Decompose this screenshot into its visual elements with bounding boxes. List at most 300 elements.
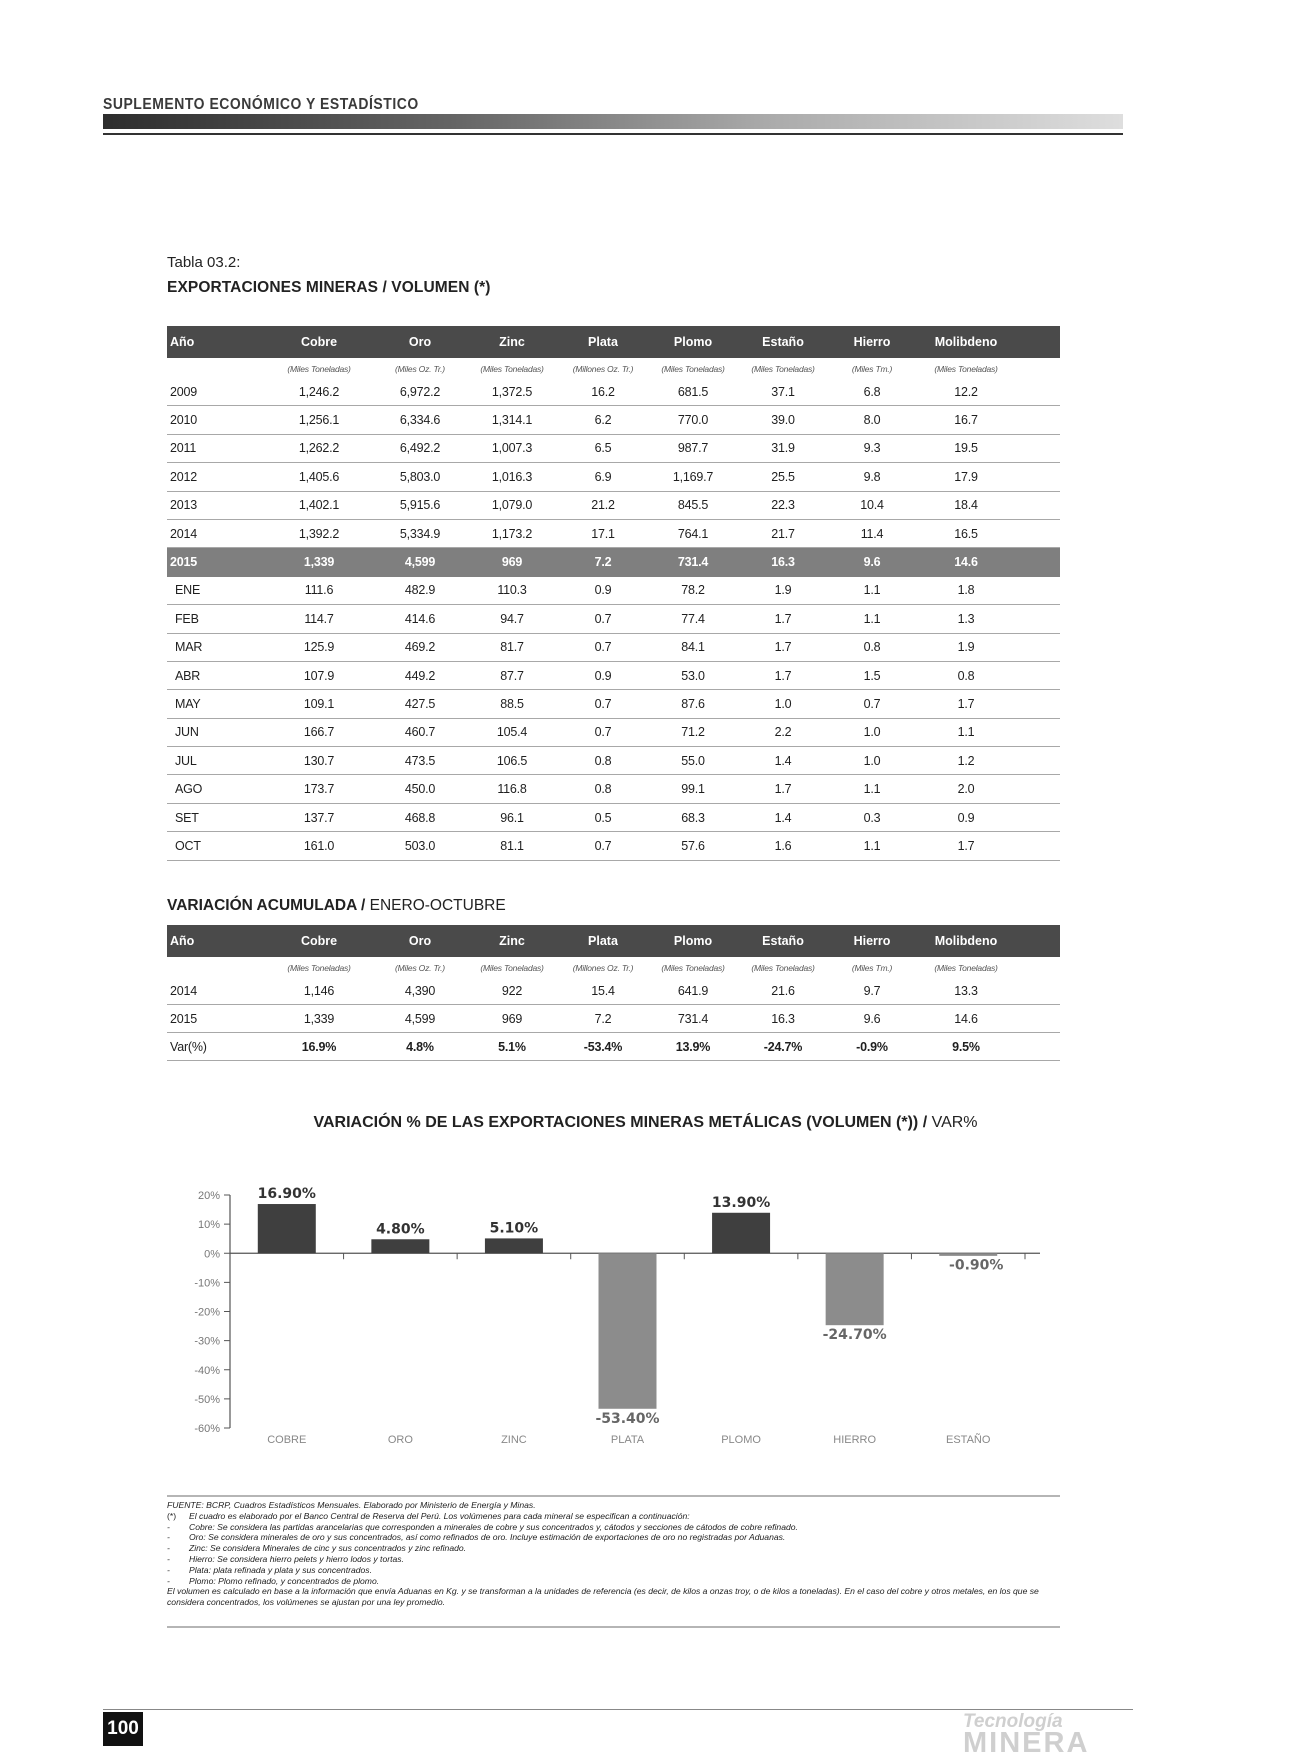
table-row xyxy=(167,605,1060,633)
table-cell: 25.5 xyxy=(738,463,828,491)
brand-logo-top: Tecnología xyxy=(963,1711,1063,1732)
table-row xyxy=(167,775,1060,803)
header-rule xyxy=(103,133,1123,135)
row-label: ENE xyxy=(167,576,264,604)
row-filler xyxy=(1016,1005,1060,1033)
bar-zinc xyxy=(485,1238,543,1253)
row-label: MAR xyxy=(167,633,264,661)
table-cell: 16.3 xyxy=(738,1005,828,1033)
footnote-item-text: Cobre: Se considera las partidas arancelarias que corresponden a minerales de cobre y sus concentrados y, cátodos y secciones de cátodos de cobre refinado. xyxy=(189,1521,798,1532)
footnote-dash: - xyxy=(167,1575,170,1586)
table-cell: 1,372.5 xyxy=(466,378,558,406)
table-cell: 125.9 xyxy=(264,633,374,661)
table-cell: 1.4 xyxy=(738,803,828,831)
row-label: 2010 xyxy=(167,406,264,434)
table-cell: 731.4 xyxy=(648,548,738,576)
row-label: 2014 xyxy=(167,977,264,1005)
table-cell: 161.0 xyxy=(264,832,374,860)
bar-estaño xyxy=(939,1253,997,1256)
table-cell: 449.2 xyxy=(374,661,466,689)
bar-plata xyxy=(599,1253,657,1409)
footnote-note xyxy=(167,1511,1060,1522)
row-label: 2009 xyxy=(167,378,264,406)
table-row xyxy=(167,977,1060,1005)
row-label: JUN xyxy=(167,718,264,746)
table-cell: 1,256.1 xyxy=(264,406,374,434)
table-cell: 468.8 xyxy=(374,803,466,831)
table-cell: 173.7 xyxy=(264,775,374,803)
table-row xyxy=(167,491,1060,519)
footnote-item xyxy=(167,1522,1060,1533)
footnote-item-text: Plomo: Plomo refinado, y concentrados de plomo. xyxy=(189,1575,380,1586)
table-cell: 482.9 xyxy=(374,576,466,604)
x-category-label: ZINC xyxy=(501,1434,527,1446)
table-cell: -24.7% xyxy=(738,1033,828,1061)
table-cell: 1,402.1 xyxy=(264,491,374,519)
table-cell: 105.4 xyxy=(466,718,558,746)
table-label: Tabla 03.2: xyxy=(167,254,241,271)
table-cell: 1.7 xyxy=(916,832,1016,860)
row-filler xyxy=(1016,661,1060,689)
row-filler xyxy=(1016,463,1060,491)
table-cell: 106.5 xyxy=(466,747,558,775)
y-tick-label: -50% xyxy=(194,1393,220,1406)
table-cell: 1,339 xyxy=(264,1005,374,1033)
column-header: Plomo xyxy=(648,326,738,358)
footnote-source: FUENTE: BCRP, Cuadros Estadísticos Mensuales. Elaborado por Ministerio de Energía y Minas. xyxy=(167,1500,536,1510)
table-row xyxy=(167,747,1060,775)
table-cell: 1,405.6 xyxy=(264,463,374,491)
table-cell: 6.2 xyxy=(558,406,648,434)
x-category-label: HIERRO xyxy=(833,1434,877,1446)
table-cell: 9.6 xyxy=(828,1005,916,1033)
bar-plomo xyxy=(712,1213,770,1253)
table-cell: 1.2 xyxy=(916,747,1016,775)
row-filler xyxy=(1016,491,1060,519)
row-label: OCT xyxy=(167,832,264,860)
row-filler xyxy=(1016,832,1060,860)
table-cell: 53.0 xyxy=(648,661,738,689)
footnote-dash: - xyxy=(167,1543,170,1554)
header-gradient-bar xyxy=(103,114,1123,129)
table-cell: 4,390 xyxy=(374,977,466,1005)
table-cell: 469.2 xyxy=(374,633,466,661)
column-header: Estaño xyxy=(738,925,828,957)
table-cell: 1,016.3 xyxy=(466,463,558,491)
table-cell: 681.5 xyxy=(648,378,738,406)
table-cell: 770.0 xyxy=(648,406,738,434)
footnote-item xyxy=(167,1565,1060,1576)
table-header-row xyxy=(167,925,1060,957)
column-header: Zinc xyxy=(466,925,558,957)
table-cell: 0.7 xyxy=(558,605,648,633)
footnote-item xyxy=(167,1532,1060,1543)
table-cell: 16.9% xyxy=(264,1033,374,1061)
data-label: 13.90% xyxy=(711,1194,771,1211)
y-tick-label: -10% xyxy=(194,1277,220,1290)
table-cell: 0.7 xyxy=(558,690,648,718)
table-cell: 13.3 xyxy=(916,977,1016,1005)
data-label: -24.70% xyxy=(822,1327,887,1344)
table-body xyxy=(167,378,1060,860)
table-cell: 0.3 xyxy=(828,803,916,831)
table-cell: 1.0 xyxy=(738,690,828,718)
table-cell: 1.5 xyxy=(828,661,916,689)
brand-logo xyxy=(963,1712,1089,1758)
table-row xyxy=(167,378,1060,406)
footnote-item xyxy=(167,1576,1060,1587)
footnote-item-text: Oro: Se considera minerales de oro y sus concentrados, así como refinados de oro. Incluye estimación de exportaciones de oro no registradas por Aduanas. xyxy=(189,1532,786,1543)
footnote-mark: (*) xyxy=(167,1510,177,1521)
table-cell: 21.7 xyxy=(738,519,828,547)
row-filler xyxy=(1016,378,1060,406)
table-cell: 0.9 xyxy=(916,803,1016,831)
table-row xyxy=(167,803,1060,831)
variation-title-bold: VARIACIÓN ACUMULADA / xyxy=(167,897,370,914)
table-cell: 78.2 xyxy=(648,576,738,604)
chart-title xyxy=(0,1114,1291,1132)
column-header: Molibdeno xyxy=(916,925,1016,957)
row-filler xyxy=(1016,1033,1060,1061)
table-cell: 0.8 xyxy=(558,775,648,803)
row-label: 2011 xyxy=(167,434,264,462)
table-cell: 460.7 xyxy=(374,718,466,746)
column-unit: (Miles Tm.) xyxy=(851,364,893,374)
table-cell: 1.9 xyxy=(916,633,1016,661)
table-cell: -53.4% xyxy=(558,1033,648,1061)
y-tick-label: -60% xyxy=(194,1423,220,1435)
table-cell: 1.1 xyxy=(828,832,916,860)
table-row xyxy=(167,633,1060,661)
table-cell: 0.7 xyxy=(828,690,916,718)
table-cell: -0.9% xyxy=(828,1033,916,1061)
row-filler xyxy=(1016,775,1060,803)
footnote-note-text: El cuadro es elaborado por el Banco Central de Reserva del Perú. Los volúmenes para cada mineral se especifican a continuación: xyxy=(189,1510,690,1521)
row-filler xyxy=(1016,605,1060,633)
footnote-item xyxy=(167,1543,1060,1554)
table-cell: 81.7 xyxy=(466,633,558,661)
table-cell: 21.6 xyxy=(738,977,828,1005)
row-label: FEB xyxy=(167,605,264,633)
row-label: 2014 xyxy=(167,519,264,547)
column-header: Plomo xyxy=(648,925,738,957)
row-filler xyxy=(1016,576,1060,604)
table-cell: 5.1% xyxy=(466,1033,558,1061)
column-unit: (Millones Oz. Tr.) xyxy=(572,963,634,973)
row-filler xyxy=(1016,434,1060,462)
table-cell: 110.3 xyxy=(466,576,558,604)
table-cell: 116.8 xyxy=(466,775,558,803)
x-category-label: PLATA xyxy=(610,1434,645,1446)
table-cell: 111.6 xyxy=(264,576,374,604)
y-tick-label: 10% xyxy=(197,1219,220,1232)
column-unit: (Miles Toneladas) xyxy=(934,963,998,973)
table-cell: 1,079.0 xyxy=(466,491,558,519)
column-unit: (Miles Toneladas) xyxy=(661,364,725,374)
table-cell: 450.0 xyxy=(374,775,466,803)
table-cell: 473.5 xyxy=(374,747,466,775)
table-cell: 7.2 xyxy=(558,548,648,576)
data-label: -53.40% xyxy=(595,1410,660,1427)
table-cell: 987.7 xyxy=(648,434,738,462)
column-header: Molibdeno xyxy=(916,326,1016,358)
table-units-row xyxy=(167,957,1060,977)
table-cell: 88.5 xyxy=(466,690,558,718)
table-row xyxy=(167,519,1060,547)
footnote-item xyxy=(167,1554,1060,1565)
header-filler xyxy=(1016,326,1060,358)
table-cell: 1,146 xyxy=(264,977,374,1005)
table-row xyxy=(167,576,1060,604)
table-cell: 969 xyxy=(466,548,558,576)
table-cell: 6.5 xyxy=(558,434,648,462)
table-cell: 2.2 xyxy=(738,718,828,746)
y-tick-label: -40% xyxy=(194,1364,220,1377)
row-filler xyxy=(1016,977,1060,1005)
row-label: 2012 xyxy=(167,463,264,491)
table-cell: 503.0 xyxy=(374,832,466,860)
footnote-item-text: Hierro: Se considera hierro pelets y hierro lodos y tortas. xyxy=(189,1553,404,1564)
table-row xyxy=(167,1005,1060,1033)
table-cell: 15.4 xyxy=(558,977,648,1005)
table-row xyxy=(167,661,1060,689)
units-filler xyxy=(1016,358,1060,378)
table-cell: 1.8 xyxy=(916,576,1016,604)
footnote-dash: - xyxy=(167,1564,170,1575)
column-header: Hierro xyxy=(828,925,916,957)
row-label: JUL xyxy=(167,747,264,775)
column-header: Oro xyxy=(374,925,466,957)
table-cell: 55.0 xyxy=(648,747,738,775)
table-body xyxy=(167,977,1060,1061)
table-row xyxy=(167,548,1060,576)
table-cell: 1,173.2 xyxy=(466,519,558,547)
table-row xyxy=(167,434,1060,462)
table-cell: 1.1 xyxy=(916,718,1016,746)
bar-hierro xyxy=(826,1253,884,1325)
table-units-row xyxy=(167,358,1060,378)
table-cell: 99.1 xyxy=(648,775,738,803)
table-cell: 109.1 xyxy=(264,690,374,718)
table-cell: 71.2 xyxy=(648,718,738,746)
row-filler xyxy=(1016,633,1060,661)
row-label: SET xyxy=(167,803,264,831)
table-cell: 1,007.3 xyxy=(466,434,558,462)
x-category-label: ESTAÑO xyxy=(946,1434,991,1446)
data-label: 5.10% xyxy=(489,1220,539,1237)
table-cell: 5,803.0 xyxy=(374,463,466,491)
table-cell: 4,599 xyxy=(374,1005,466,1033)
column-unit: (Miles Toneladas) xyxy=(661,963,725,973)
table-cell: 0.7 xyxy=(558,832,648,860)
table-cell: 18.4 xyxy=(916,491,1016,519)
table-row xyxy=(167,1033,1060,1061)
column-header: Año xyxy=(167,925,264,957)
table-cell: 16.7 xyxy=(916,406,1016,434)
column-header: Zinc xyxy=(466,326,558,358)
row-label: ABR xyxy=(167,661,264,689)
column-header: Oro xyxy=(374,326,466,358)
table-cell: 1,339 xyxy=(264,548,374,576)
footer-rule xyxy=(103,1709,1133,1710)
table-cell: 19.5 xyxy=(916,434,1016,462)
table-cell: 8.0 xyxy=(828,406,916,434)
column-header: Estaño xyxy=(738,326,828,358)
row-filler xyxy=(1016,519,1060,547)
column-header: Año xyxy=(167,326,264,358)
x-category-label: COBRE xyxy=(267,1434,307,1446)
table-cell: 414.6 xyxy=(374,605,466,633)
column-header: Plata xyxy=(558,925,648,957)
table-cell: 845.5 xyxy=(648,491,738,519)
column-unit: (Miles Toneladas) xyxy=(751,364,815,374)
row-filler xyxy=(1016,406,1060,434)
row-filler xyxy=(1016,718,1060,746)
footnote-top-rule xyxy=(167,1495,1060,1497)
table-cell: 969 xyxy=(466,1005,558,1033)
column-unit: (Millones Oz. Tr.) xyxy=(572,364,634,374)
footnote-dash: - xyxy=(167,1532,170,1543)
table-row xyxy=(167,690,1060,718)
table-cell: 641.9 xyxy=(648,977,738,1005)
y-tick-label: 20% xyxy=(197,1190,220,1202)
table-cell: 0.7 xyxy=(558,718,648,746)
table-cell: 96.1 xyxy=(466,803,558,831)
table-cell: 21.2 xyxy=(558,491,648,519)
table-cell: 9.5% xyxy=(916,1033,1016,1061)
table-cell: 9.6 xyxy=(828,548,916,576)
row-label: Var(%) xyxy=(167,1033,264,1061)
supplement-title: SUPLEMENTO ECONÓMICO Y ESTADÍSTICO xyxy=(103,96,419,113)
column-unit: (Miles Toneladas) xyxy=(287,963,351,973)
table-cell: 1,169.7 xyxy=(648,463,738,491)
table-cell: 0.8 xyxy=(828,633,916,661)
table-cell: 5,334.9 xyxy=(374,519,466,547)
table-cell: 9.3 xyxy=(828,434,916,462)
table-cell: 1.3 xyxy=(916,605,1016,633)
table-cell: 68.3 xyxy=(648,803,738,831)
table-cell: 16.2 xyxy=(558,378,648,406)
row-label: 2015 xyxy=(167,1005,264,1033)
footnote-items xyxy=(167,1522,1060,1587)
table-cell: 1,246.2 xyxy=(264,378,374,406)
footnote-item-text: Plata: plata refinada y plata y sus concentrados. xyxy=(189,1564,372,1575)
table-cell: 1.0 xyxy=(828,747,916,775)
table-row xyxy=(167,463,1060,491)
table-cell: 0.5 xyxy=(558,803,648,831)
table-cell: 0.7 xyxy=(558,633,648,661)
table-row xyxy=(167,718,1060,746)
variation-bar-chart xyxy=(160,1180,1040,1450)
row-filler xyxy=(1016,747,1060,775)
units-filler xyxy=(1016,957,1060,977)
table-cell: 6.8 xyxy=(828,378,916,406)
x-category-label: PLOMO xyxy=(721,1434,761,1446)
chart-title-bold: VARIACIÓN % DE LAS EXPORTACIONES MINERAS METÁLICAS (VOLUMEN (*)) / xyxy=(313,1114,932,1131)
row-filler xyxy=(1016,548,1060,576)
table-cell: 1,392.2 xyxy=(264,519,374,547)
table-cell: 6,972.2 xyxy=(374,378,466,406)
row-label: 2015 xyxy=(167,548,264,576)
table-cell: 17.9 xyxy=(916,463,1016,491)
table-cell: 0.8 xyxy=(558,747,648,775)
table-cell: 87.7 xyxy=(466,661,558,689)
column-header: Plata xyxy=(558,326,648,358)
table-cell: 0.8 xyxy=(916,661,1016,689)
table-cell: 14.6 xyxy=(916,548,1016,576)
table-cell: 6,334.6 xyxy=(374,406,466,434)
table-cell: 1.7 xyxy=(738,661,828,689)
header-filler xyxy=(1016,925,1060,957)
table-cell: 130.7 xyxy=(264,747,374,775)
table-title: EXPORTACIONES MINERAS / VOLUMEN (*) xyxy=(167,279,491,296)
column-unit: (Miles Toneladas) xyxy=(287,364,351,374)
table-cell: 31.9 xyxy=(738,434,828,462)
table-cell: 1,262.2 xyxy=(264,434,374,462)
table-cell: 137.7 xyxy=(264,803,374,831)
row-label: MAY xyxy=(167,690,264,718)
y-tick-label: -20% xyxy=(194,1306,220,1319)
table-header-row xyxy=(167,326,1060,358)
table-cell: 13.9% xyxy=(648,1033,738,1061)
data-label: 4.80% xyxy=(376,1221,425,1238)
table-cell: 39.0 xyxy=(738,406,828,434)
column-header: Hierro xyxy=(828,326,916,358)
table-cell: 94.7 xyxy=(466,605,558,633)
x-category-label: ORO xyxy=(387,1434,413,1446)
footnote-bottom-rule xyxy=(167,1626,1060,1628)
table-row xyxy=(167,832,1060,860)
table-row xyxy=(167,406,1060,434)
table-cell: 77.4 xyxy=(648,605,738,633)
table-cell: 14.6 xyxy=(916,1005,1016,1033)
table-cell: 6.9 xyxy=(558,463,648,491)
row-filler xyxy=(1016,803,1060,831)
table-cell: 84.1 xyxy=(648,633,738,661)
row-label: 2013 xyxy=(167,491,264,519)
table-cell: 17.1 xyxy=(558,519,648,547)
table-cell: 0.9 xyxy=(558,661,648,689)
data-label: -0.90% xyxy=(949,1257,1004,1274)
table-cell: 10.4 xyxy=(828,491,916,519)
footnote-dash: - xyxy=(167,1521,170,1532)
table-cell: 16.5 xyxy=(916,519,1016,547)
footnote-dash: - xyxy=(167,1553,170,1564)
table-cell: 81.1 xyxy=(466,832,558,860)
table-cell: 1.1 xyxy=(828,605,916,633)
data-label: 16.90% xyxy=(257,1186,316,1203)
table-cell: 1.6 xyxy=(738,832,828,860)
footnotes xyxy=(167,1500,1060,1608)
table-cell: 166.7 xyxy=(264,718,374,746)
table-cell: 1.9 xyxy=(738,576,828,604)
y-tick-label: 0% xyxy=(204,1248,220,1261)
column-unit: (Miles Oz. Tr.) xyxy=(395,963,445,973)
table-cell: 922 xyxy=(466,977,558,1005)
column-unit: (Miles Oz. Tr.) xyxy=(395,364,445,374)
column-unit: (Miles Tm.) xyxy=(851,963,893,973)
table-cell: 9.7 xyxy=(828,977,916,1005)
row-label: AGO xyxy=(167,775,264,803)
table-cell: 1.7 xyxy=(916,690,1016,718)
table-cell: 0.9 xyxy=(558,576,648,604)
table-cell: 6,492.2 xyxy=(374,434,466,462)
variation-title xyxy=(167,897,506,915)
column-header: Cobre xyxy=(264,925,374,957)
column-unit: (Miles Toneladas) xyxy=(934,364,998,374)
table-cell: 107.9 xyxy=(264,661,374,689)
table-cell: 1.0 xyxy=(828,718,916,746)
